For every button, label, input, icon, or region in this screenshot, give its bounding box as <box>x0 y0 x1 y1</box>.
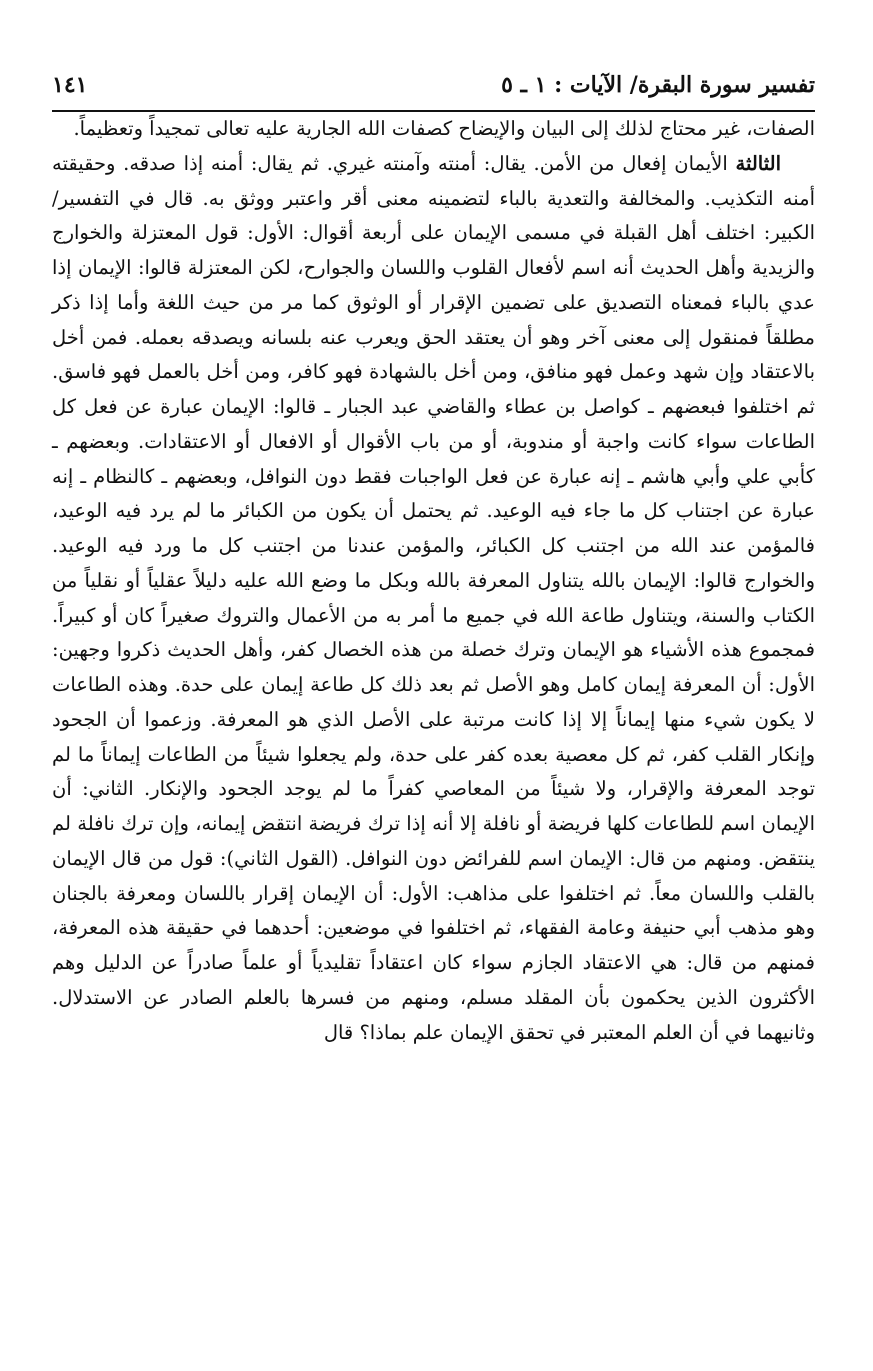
paragraph-2 <box>52 147 815 1051</box>
paragraph-1: الصفات، غير محتاج لذلك إلى البيان والإيضاح كصفات الله الجارية عليه تعالى تمجيداً وتعظيماً. <box>73 117 815 140</box>
page-number: ١٤١ <box>52 72 88 98</box>
paragraph-2-text: الأيمان إفعال من الأمن. يقال: أمنته وآمنته غيري. ثم يقال: أمنه إذا صدقه. وحقيقته أمنه التكذيب. والمخالفة والتعدية بالباء لتضمينه معنى أقر واعتبر ووثق به. قال في التفسير/الكبير: اختلف أهل القبلة في مسمى الإيمان على أربعة أقوال: الأول: قول المعتزلة والخوارج والزيدية وأهل الحديث أنه اسم لأفعال القلوب واللسان والجوارح، لكن المعتزلة قالوا: الإيمان إذا عدي بالباء فمعناه التصديق على تضمين الإقرار أو الوثوق كما مر من حيث اللغة وأما إذا ذكر مطلقاً فمنقول إلى معنى آخر وهو أن يعتقد الحق ويعرب عنه بلسانه ويصدقه بعمله. فمن أخل بالاعتقاد وإن شهد وعمل فهو منافق، ومن أخل بالشهادة فهو كافر، ومن أخل بالعمل فهو فاسق. ثم اختلفوا فبعضهم ـ كواصل بن عطاء والقاضي عبد الجبار ـ قالوا: الإيمان عبارة عن فعل كل الطاعات سواء كانت واجبة أو مندوبة، أو من باب الأقوال أو الافعال أو الاعتقادات. وبعضهم ـ كأبي علي وأبي هاشم ـ إنه عبارة عن فعل الواجبات فقط دون النوافل، وبعضهم ـ كالنظام ـ إنه عبارة عن اجتناب كل ما جاء فيه الوعيد. ثم يحتمل أن يكون من الكبائر ما لم يرد فيه الوعيد، فالمؤمن عند الله من اجتنب كل الكبائر، والمؤمن عندنا من اجتنب كل ما ورد فيه الوعيد. والخوارج قالوا: الإيمان بالله يتناول المعرفة بالله وبكل ما وضع الله عليه دليلاً عقلياً أو نقلياً من الكتاب والسنة، ويتناول طاعة الله في جميع ما أمر به من الأعمال والتروك صغيراً كان أو كبيراً. فمجموع هذه الأشياء هو الإيمان وترك خصلة من هذه الخصال كفر، وأهل الحديث ذكروا وجهين: الأول: أن المعرفة إيمان كامل وهو الأصل ثم بعد ذلك كل طاعة إيمان على حدة. وهذه الطاعات لا يكون شيء منها إيماناً إلا إذا كانت مرتبة على الأصل الذي هو المعرفة. وزعموا أن الجحود وإنكار القلب كفر، ثم كل معصية بعده كفر على حدة، ولم يجعلوا شيئاً من الطاعات إيماناً ما لم توجد المعرفة والإقرار، ولا شيئاً من المعاصي كفراً ما لم يوجد الجحود والإنكار. الثاني: أن الإيمان اسم للطاعات كلها فريضة أو نافلة إلا أنه إذا ترك فريضة انتقض إيمانه، وإن ترك نافلة لم ينتقض. ومنهم من قال: الإيمان اسم للفرائض دون النوافل. (القول الثاني): قول من قال الإيمان بالقلب واللسان معاً. ثم اختلفوا على مذاهب: الأول: أن الإيمان إقرار باللسان ومعرفة بالجنان وهو مذهب أبي حنيفة وعامة الفقهاء، ثم اختلفوا في موضعين: أحدهما في حقيقة هذه المعرفة، فمنهم من قال: هي الاعتقاد الجازم سواء كان اعتقاداً تقليدياً أو علماً صادراً عن الدليل وهم الأكثرون الذين يحكمون بأن المقلد مسلم، ومنهم من فسرها بالعلم الصادر عن الاستدلال. وثانيهما في أن العلم المعتبر في تحقق الإيمان علم بماذا؟ قال <box>52 151 815 1044</box>
body-text <box>52 112 815 1050</box>
paragraph-2-lead: الثالثة <box>735 151 781 175</box>
page-header <box>52 72 815 106</box>
running-title: تفسير سورة البقرة/ الآيات : ١ ـ ٥ <box>501 72 815 98</box>
